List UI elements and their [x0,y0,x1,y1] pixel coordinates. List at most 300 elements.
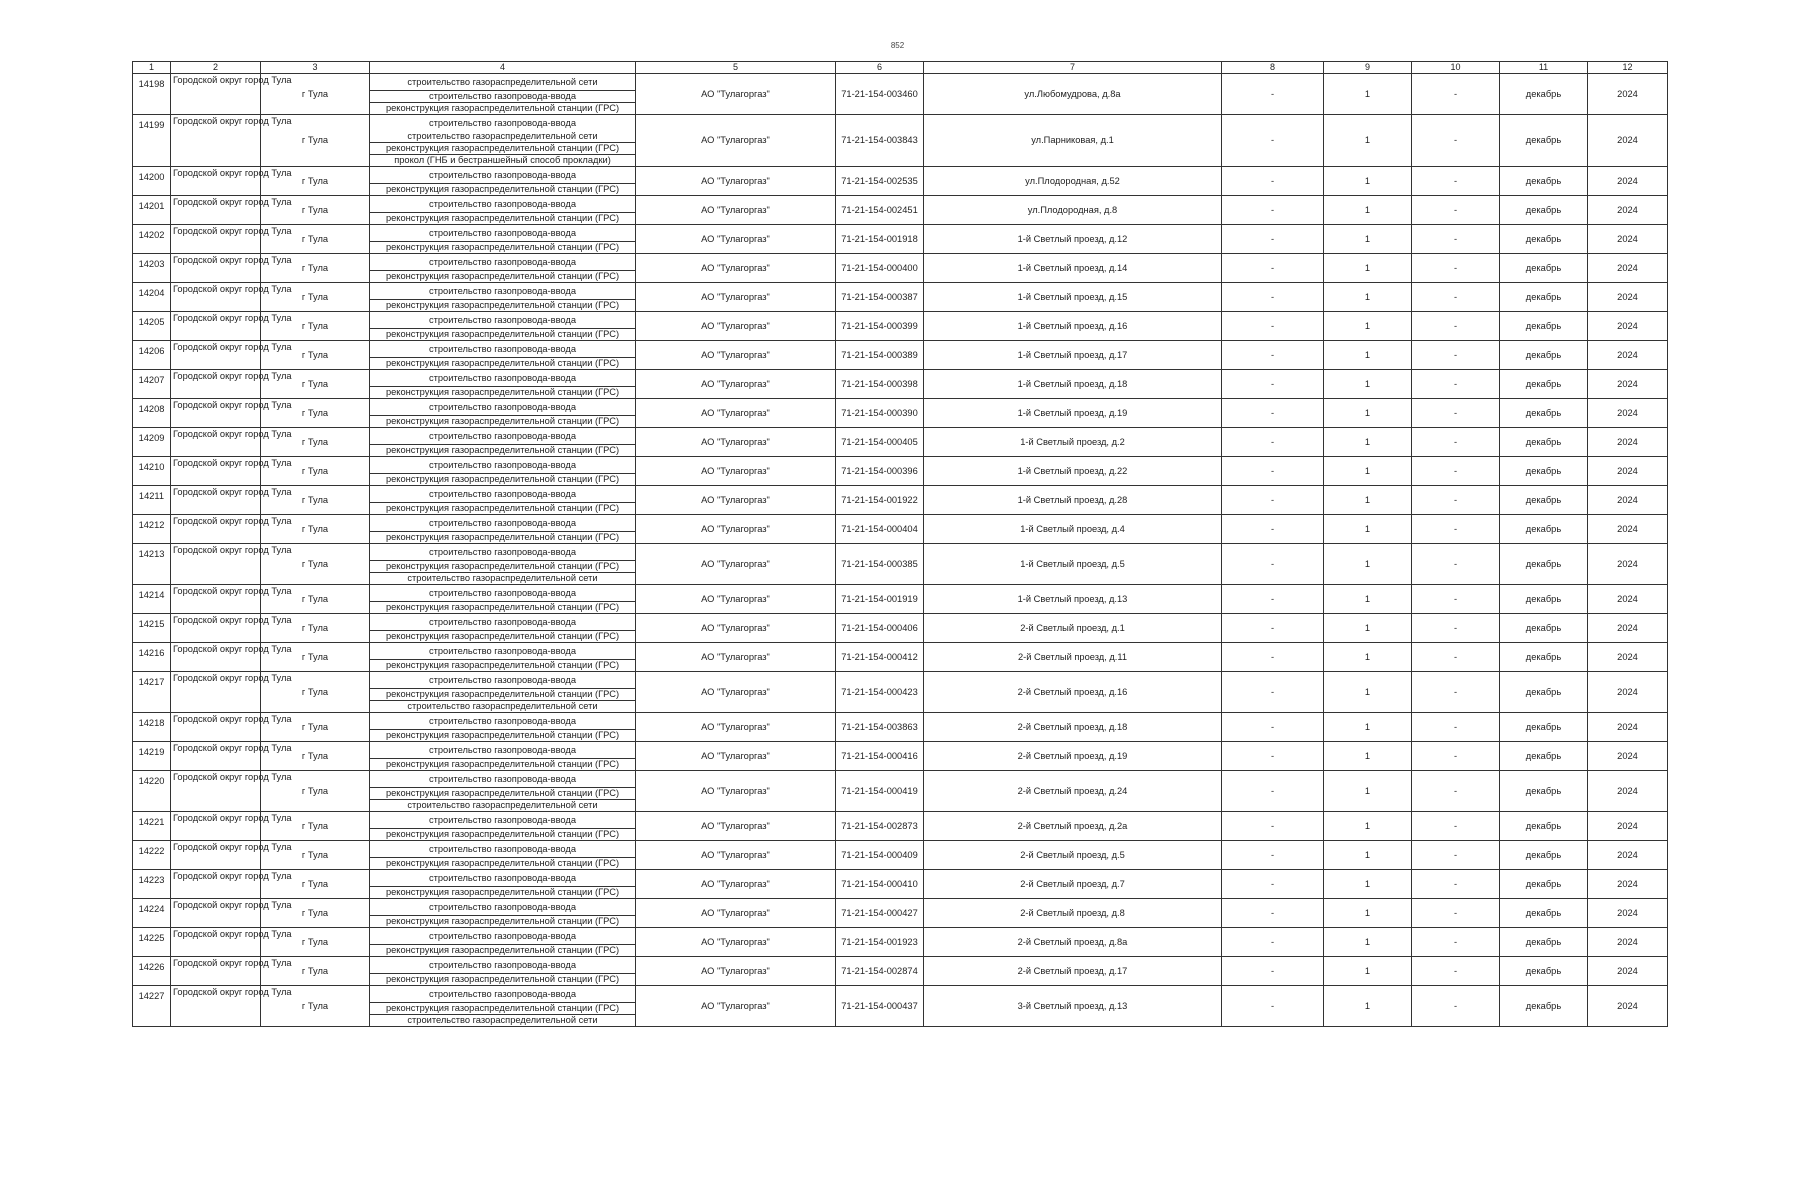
work-type: реконструкция газораспределительной станции (ГРС) [370,561,635,573]
table-row [133,225,1668,254]
work-type: строительство газопровода-ввода [370,742,635,759]
district-cell: Городской округ город Тула [171,167,261,196]
address-cell: 1-й Светлый проезд, д.5 [924,544,1222,585]
month-cell: декабрь [1500,585,1588,614]
district-cell: Городской округ город Тула [171,225,261,254]
district-cell: Городской округ город Тула [171,196,261,225]
table-row [133,957,1668,986]
column-8-cell: - [1222,515,1324,544]
month-cell: декабрь [1500,225,1588,254]
column-9-cell: 1 [1324,74,1412,115]
work-type: строительство газопровода-ввода [370,399,635,416]
address-cell: 1-й Светлый проезд, д.19 [924,399,1222,428]
column-8-cell: - [1222,399,1324,428]
column-10-cell: - [1412,283,1500,312]
column-9-cell: 1 [1324,515,1412,544]
month-cell: декабрь [1500,928,1588,957]
column-8-cell: - [1222,370,1324,399]
operator-cell: АО "Тулагоргаз" [636,957,836,986]
work-type: строительство газопровода-ввода [370,457,635,474]
work-type: реконструкция газораспределительной станции (ГРС) [385,103,620,113]
operator-cell: АО "Тулагоргаз" [636,515,836,544]
column-8-cell: - [1222,841,1324,870]
month-cell: декабрь [1500,957,1588,986]
work-type: строительство газораспределительной сети [370,74,635,91]
column-9-cell: 1 [1324,899,1412,928]
month-cell: декабрь [1500,428,1588,457]
locality-cell: г Тула [261,899,370,928]
column-8-cell: - [1222,614,1324,643]
district-cell: Городской округ город Тула [171,341,261,370]
month-cell: декабрь [1500,115,1588,167]
address-cell: ул.Плодородная, д.8 [924,196,1222,225]
year-cell: 2024 [1588,515,1668,544]
operator-cell: АО "Тулагоргаз" [636,643,836,672]
work-type: строительство газопровода-ввода [370,585,635,602]
year-cell: 2024 [1588,643,1668,672]
object-code-cell: 71-21-154-003843 [836,115,924,167]
row-number: 14224 [133,899,171,928]
district-cell: Городской округ город Тула [171,370,261,399]
object-code-cell: 71-21-154-001923 [836,928,924,957]
month-cell: декабрь [1500,544,1588,585]
work-type: прокол (ГНБ и бестраншейный способ прокладки) [394,155,611,165]
locality-cell: г Тула [261,957,370,986]
address-cell: 2-й Светлый проезд, д.24 [924,771,1222,812]
year-cell: 2024 [1588,870,1668,899]
column-10-cell: - [1412,370,1500,399]
locality-cell: г Тула [261,544,370,585]
address-cell: 1-й Светлый проезд, д.17 [924,341,1222,370]
object-code-cell: 71-21-154-001918 [836,225,924,254]
column-header: 10 [1412,62,1500,74]
works-cell [370,544,636,585]
table-row [133,771,1668,812]
operator-cell: АО "Тулагоргаз" [636,713,836,742]
column-header-row [133,62,1668,74]
work-type: строительство газопровода-ввода [370,899,635,916]
table-row [133,870,1668,899]
row-number: 14201 [133,196,171,225]
work-type: строительство газопровода-ввода [370,928,635,945]
table-row [133,614,1668,643]
object-code-cell: 71-21-154-000423 [836,672,924,713]
address-cell: 2-й Светлый проезд, д.8 [924,899,1222,928]
locality-cell: г Тула [261,713,370,742]
row-number: 14213 [133,544,171,585]
locality-cell: г Тула [261,399,370,428]
locality-cell: г Тула [261,225,370,254]
column-10-cell: - [1412,957,1500,986]
works-cell [370,254,636,283]
month-cell: декабрь [1500,812,1588,841]
row-number: 14202 [133,225,171,254]
works-cell [370,283,636,312]
column-8-cell: - [1222,457,1324,486]
district-cell: Городской округ город Тула [171,515,261,544]
works-cell [370,899,636,928]
district-cell: Городской округ город Тула [171,672,261,713]
work-type: реконструкция газораспределительной станции (ГРС) [385,184,620,194]
work-type: строительство газопровода-ввода [370,870,635,887]
object-code-cell: 71-21-154-001922 [836,486,924,515]
address-cell: 2-й Светлый проезд, д.11 [924,643,1222,672]
locality-cell: г Тула [261,812,370,841]
column-9-cell: 1 [1324,457,1412,486]
object-code-cell: 71-21-154-000437 [836,986,924,1027]
year-cell: 2024 [1588,544,1668,585]
works-cell [370,672,636,713]
object-code-cell: 71-21-154-003460 [836,74,924,115]
operator-cell: АО "Тулагоргаз" [636,370,836,399]
column-10-cell: - [1412,771,1500,812]
address-cell: 1-й Светлый проезд, д.18 [924,370,1222,399]
column-header: 8 [1222,62,1324,74]
column-8-cell: - [1222,428,1324,457]
works-cell [370,643,636,672]
work-type: реконструкция газораспределительной станции (ГРС) [385,631,620,641]
operator-cell: АО "Тулагоргаз" [636,742,836,771]
operator-cell: АО "Тулагоргаз" [636,225,836,254]
year-cell: 2024 [1588,812,1668,841]
work-type: строительство газопровода-ввода [370,196,635,213]
work-type: строительство газопровода-ввода [370,515,635,532]
column-8-cell: - [1222,585,1324,614]
column-8-cell: - [1222,254,1324,283]
works-cell [370,841,636,870]
column-10-cell: - [1412,986,1500,1027]
address-cell: 2-й Светлый проезд, д.8а [924,928,1222,957]
row-number: 14223 [133,870,171,899]
object-code-cell: 71-21-154-000399 [836,312,924,341]
table-row [133,341,1668,370]
works-cell [370,341,636,370]
work-type: реконструкция газораспределительной станции (ГРС) [385,974,620,984]
month-cell: декабрь [1500,672,1588,713]
table-row [133,283,1668,312]
row-number: 14214 [133,585,171,614]
column-9-cell: 1 [1324,713,1412,742]
operator-cell: АО "Тулагоргаз" [636,74,836,115]
operator-cell: АО "Тулагоргаз" [636,899,836,928]
district-cell: Городской округ город Тула [171,486,261,515]
operator-cell: АО "Тулагоргаз" [636,283,836,312]
work-type: строительство газопровода-ввода [370,254,635,271]
district-cell: Городской округ город Тула [171,115,261,167]
column-10-cell: - [1412,899,1500,928]
column-9-cell: 1 [1324,370,1412,399]
table-row [133,742,1668,771]
column-8-cell: - [1222,957,1324,986]
year-cell: 2024 [1588,254,1668,283]
year-cell: 2024 [1588,312,1668,341]
works-cell [370,614,636,643]
work-type: реконструкция газораспределительной станции (ГРС) [385,759,620,769]
row-number: 14227 [133,986,171,1027]
column-9-cell: 1 [1324,283,1412,312]
works-cell [370,74,636,115]
table-row [133,370,1668,399]
district-cell: Городской округ город Тула [171,841,261,870]
work-type: реконструкция газораспределительной станции (ГРС) [385,532,620,542]
row-number: 14204 [133,283,171,312]
row-number: 14206 [133,341,171,370]
table-row [133,399,1668,428]
works-cell [370,486,636,515]
table-row [133,428,1668,457]
year-cell: 2024 [1588,428,1668,457]
locality-cell: г Тула [261,771,370,812]
row-number: 14220 [133,771,171,812]
table-row [133,544,1668,585]
operator-cell: АО "Тулагоргаз" [636,614,836,643]
work-type: строительство газопровода-ввода [370,614,635,631]
column-9-cell: 1 [1324,870,1412,899]
column-9-cell: 1 [1324,428,1412,457]
row-number: 14205 [133,312,171,341]
address-cell: ул.Парниковая, д.1 [924,115,1222,167]
year-cell: 2024 [1588,196,1668,225]
column-8-cell: - [1222,74,1324,115]
district-cell: Городской округ город Тула [171,428,261,457]
district-cell: Городской округ город Тула [171,457,261,486]
work-type: реконструкция газораспределительной станции (ГРС) [385,730,620,740]
column-8-cell: - [1222,742,1324,771]
locality-cell: г Тула [261,515,370,544]
column-9-cell: 1 [1324,399,1412,428]
locality-cell: г Тула [261,74,370,115]
column-10-cell: - [1412,196,1500,225]
year-cell: 2024 [1588,167,1668,196]
address-cell: 1-й Светлый проезд, д.13 [924,585,1222,614]
year-cell: 2024 [1588,225,1668,254]
address-cell: 2-й Светлый проезд, д.7 [924,870,1222,899]
address-cell: ул.Плодородная, д.52 [924,167,1222,196]
object-code-cell: 71-21-154-000398 [836,370,924,399]
month-cell: декабрь [1500,283,1588,312]
work-type: строительство газопровода-ввода [370,713,635,730]
work-type: строительство газопровода-ввода [370,283,635,300]
table-row [133,713,1668,742]
column-10-cell: - [1412,515,1500,544]
row-number: 14208 [133,399,171,428]
month-cell: декабрь [1500,167,1588,196]
column-8-cell: - [1222,928,1324,957]
district-cell: Городской округ город Тула [171,899,261,928]
district-cell: Городской округ город Тула [171,643,261,672]
table-row [133,841,1668,870]
work-type: строительство газопровода-ввода [370,841,635,858]
district-cell: Городской округ город Тула [171,812,261,841]
address-cell: 2-й Светлый проезд, д.19 [924,742,1222,771]
district-cell: Городской округ город Тула [171,928,261,957]
table-row [133,672,1668,713]
works-cell [370,585,636,614]
work-type: строительство газопровода-ввода [370,341,635,358]
table-row [133,254,1668,283]
operator-cell: АО "Тулагоргаз" [636,254,836,283]
work-type: реконструкция газораспределительной станции (ГРС) [385,829,620,839]
column-9-cell: 1 [1324,225,1412,254]
address-cell: 1-й Светлый проезд, д.16 [924,312,1222,341]
row-number: 14209 [133,428,171,457]
row-number: 14207 [133,370,171,399]
column-9-cell: 1 [1324,771,1412,812]
locality-cell: г Тула [261,428,370,457]
operator-cell: АО "Тулагоргаз" [636,399,836,428]
year-cell: 2024 [1588,986,1668,1027]
works-cell [370,196,636,225]
column-10-cell: - [1412,812,1500,841]
column-9-cell: 1 [1324,742,1412,771]
operator-cell: АО "Тулагоргаз" [636,771,836,812]
row-number: 14203 [133,254,171,283]
year-cell: 2024 [1588,457,1668,486]
column-9-cell: 1 [1324,341,1412,370]
district-cell: Городской округ город Тула [171,986,261,1027]
object-code-cell: 71-21-154-000405 [836,428,924,457]
column-8-cell: - [1222,986,1324,1027]
column-9-cell: 1 [1324,812,1412,841]
district-cell: Городской округ город Тула [171,312,261,341]
object-code-cell: 71-21-154-003863 [836,713,924,742]
column-8-cell: - [1222,713,1324,742]
column-header: 1 [133,62,171,74]
address-cell: 1-й Светлый проезд, д.28 [924,486,1222,515]
column-10-cell: - [1412,841,1500,870]
table-row [133,457,1668,486]
district-cell: Городской округ город Тула [171,742,261,771]
works-cell [370,370,636,399]
column-header: 12 [1588,62,1668,74]
row-number: 14198 [133,74,171,115]
address-cell: 2-й Светлый проезд, д.18 [924,713,1222,742]
year-cell: 2024 [1588,486,1668,515]
column-8-cell: - [1222,544,1324,585]
work-type: реконструкция газораспределительной станции (ГРС) [370,788,635,800]
column-10-cell: - [1412,486,1500,515]
object-code-cell: 71-21-154-000419 [836,771,924,812]
object-code-cell: 71-21-154-000409 [836,841,924,870]
work-type: строительство газораспределительной сети [407,800,598,810]
month-cell: декабрь [1500,614,1588,643]
district-cell: Городской округ город Тула [171,771,261,812]
work-type: строительство газопровода-ввода [370,370,635,387]
work-type: строительство газораспределительной сети [370,131,635,143]
column-9-cell: 1 [1324,486,1412,515]
year-cell: 2024 [1588,957,1668,986]
row-number: 14218 [133,713,171,742]
work-type: строительство газопровода-ввода [370,486,635,503]
address-cell: 2-й Светлый проезд, д.2а [924,812,1222,841]
table-row [133,196,1668,225]
locality-cell: г Тула [261,928,370,957]
address-cell: 1-й Светлый проезд, д.14 [924,254,1222,283]
column-9-cell: 1 [1324,254,1412,283]
work-type: реконструкция газораспределительной станции (ГРС) [370,1003,635,1015]
month-cell: декабрь [1500,899,1588,928]
address-cell: 1-й Светлый проезд, д.22 [924,457,1222,486]
row-number: 14200 [133,167,171,196]
work-type: строительство газопровода-ввода [428,118,576,128]
works-cell [370,870,636,899]
year-cell: 2024 [1588,370,1668,399]
work-type: строительство газопровода-ввода [370,672,635,689]
object-code-cell: 71-21-154-001919 [836,585,924,614]
row-number: 14199 [133,115,171,167]
address-cell: 2-й Светлый проезд, д.17 [924,957,1222,986]
column-8-cell: - [1222,643,1324,672]
operator-cell: АО "Тулагоргаз" [636,457,836,486]
works-cell [370,428,636,457]
column-8-cell: - [1222,167,1324,196]
work-type: строительство газораспределительной сети [407,701,598,711]
month-cell: декабрь [1500,742,1588,771]
works-cell [370,713,636,742]
column-10-cell: - [1412,643,1500,672]
column-header: 2 [171,62,261,74]
column-10-cell: - [1412,399,1500,428]
column-10-cell: - [1412,254,1500,283]
column-8-cell: - [1222,225,1324,254]
locality-cell: г Тула [261,370,370,399]
work-type: строительство газораспределительной сети [407,573,598,583]
row-number: 14212 [133,515,171,544]
row-number: 14226 [133,957,171,986]
column-10-cell: - [1412,115,1500,167]
work-type: реконструкция газораспределительной станции (ГРС) [385,660,620,670]
row-number: 14221 [133,812,171,841]
row-number: 14217 [133,672,171,713]
works-cell [370,986,636,1027]
district-cell: Городской округ город Тула [171,713,261,742]
column-8-cell: - [1222,312,1324,341]
object-code-cell: 71-21-154-000400 [836,254,924,283]
operator-cell: АО "Тулагоргаз" [636,870,836,899]
column-8-cell: - [1222,771,1324,812]
operator-cell: АО "Тулагоргаз" [636,544,836,585]
column-9-cell: 1 [1324,643,1412,672]
column-10-cell: - [1412,585,1500,614]
table-row [133,585,1668,614]
district-cell: Городской округ город Тула [171,585,261,614]
locality-cell: г Тула [261,167,370,196]
works-cell [370,812,636,841]
column-9-cell: 1 [1324,986,1412,1027]
year-cell: 2024 [1588,672,1668,713]
locality-cell: г Тула [261,115,370,167]
column-10-cell: - [1412,312,1500,341]
month-cell: декабрь [1500,196,1588,225]
table-row [133,812,1668,841]
object-code-cell: 71-21-154-000406 [836,614,924,643]
works-cell [370,957,636,986]
works-cell [370,771,636,812]
works-cell [370,312,636,341]
column-9-cell: 1 [1324,585,1412,614]
operator-cell: АО "Тулагоргаз" [636,167,836,196]
work-type: реконструкция газораспределительной станции (ГРС) [385,945,620,955]
works-cell [370,515,636,544]
row-number: 14222 [133,841,171,870]
object-code-cell: 71-21-154-000389 [836,341,924,370]
column-10-cell: - [1412,457,1500,486]
locality-cell: г Тула [261,841,370,870]
year-cell: 2024 [1588,585,1668,614]
month-cell: декабрь [1500,771,1588,812]
address-cell: 2-й Светлый проезд, д.16 [924,672,1222,713]
column-9-cell: 1 [1324,841,1412,870]
